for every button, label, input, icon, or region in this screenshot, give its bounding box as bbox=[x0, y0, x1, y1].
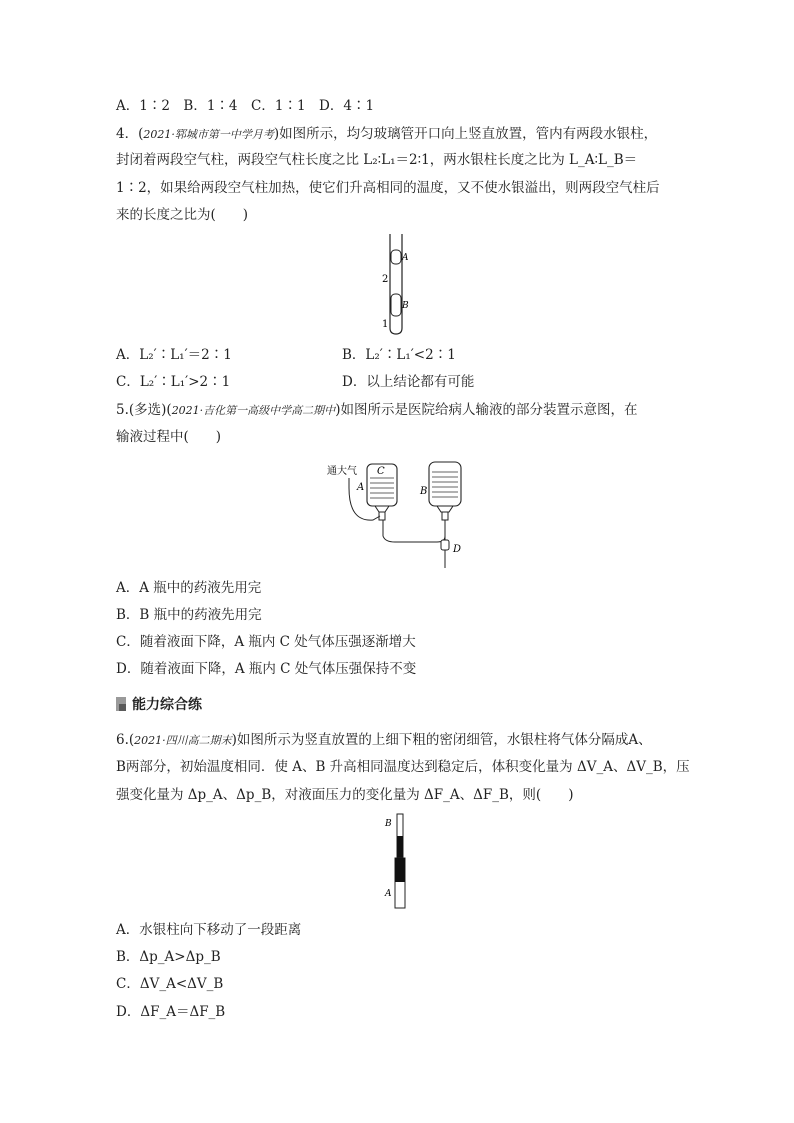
q4-option-c: C．L₂′∶L₁′>2∶1 bbox=[116, 374, 231, 390]
q4-option-a: A．L₂′∶L₁′＝2∶1 bbox=[116, 347, 232, 363]
q4-mercury-a bbox=[391, 250, 401, 264]
q4-mercury-b bbox=[391, 294, 401, 316]
q4-text-1: )如图所示，均匀玻璃管开口向上竖直放置，管内有两段水银柱， bbox=[273, 126, 658, 142]
section-title: 能力综合练 bbox=[132, 697, 202, 713]
q5-label-c: C bbox=[377, 466, 385, 477]
q5-label-b: B bbox=[420, 486, 428, 497]
q4-source: 2021·郓城市第一中学月考 bbox=[143, 128, 274, 141]
q6-label-a: A bbox=[385, 889, 392, 899]
q5-drip-chamber bbox=[441, 540, 449, 550]
q5-line1 bbox=[116, 400, 637, 421]
q6-line3: 强变化量为 Δp_A、Δp_B，对液面压力的变化量为 ΔF_A、ΔF_B，则( ) bbox=[116, 787, 574, 803]
q5-text-1: )如图所示是医院给病人输液的部分装置示意图，在 bbox=[335, 402, 638, 418]
q5-infusion-figure bbox=[325, 456, 475, 572]
q5-number: 5.(多选)( bbox=[116, 402, 172, 418]
q5-label-d: D bbox=[453, 544, 462, 555]
q4-line4: 来的长度之比为( ) bbox=[116, 207, 249, 223]
q4-label-a: A bbox=[402, 253, 409, 263]
q5-option-d: D．随着液面下降，A 瓶内 C 处气体压强保持不变 bbox=[116, 661, 417, 677]
q4-label-1: 1 bbox=[382, 319, 389, 330]
q4-option-b: B．L₂′∶L₁′<2∶1 bbox=[342, 347, 456, 363]
section-marker-icon bbox=[116, 697, 126, 711]
q6-text-1: )如图所示为竖直放置的上细下粗的密闭细管，水银柱将气体分隔成A、 bbox=[231, 732, 652, 748]
q5-label-a: A bbox=[357, 482, 365, 493]
q5-line2: 输液过程中( ) bbox=[116, 429, 222, 445]
q4-option-d: D．以上结论都有可能 bbox=[342, 374, 475, 390]
q5-bottle-b bbox=[429, 462, 461, 506]
q5-option-a: A．A 瓶中的药液先用完 bbox=[116, 580, 262, 596]
q6-line2: B两部分，初始温度相同．使 A、B 升高相同温度达到稳定后，体积变化量为 ΔV_A、ΔV_B，压 bbox=[116, 759, 690, 775]
q5-neck-a bbox=[375, 506, 389, 512]
q3-options: A．1∶2 B．1∶4 C．1∶1 D．4∶1 bbox=[116, 98, 375, 114]
q4-label-2: 2 bbox=[382, 274, 389, 285]
q5-label-air: 通大气 bbox=[327, 466, 357, 477]
q6-mercury-lower bbox=[395, 858, 405, 882]
q4-tube-outline bbox=[390, 234, 402, 334]
section-header bbox=[116, 694, 202, 714]
q4-tube-figure bbox=[370, 232, 410, 338]
q4-line3: 1∶2，如果给两段空气柱加热，使它们升高相同的温度，又不使水银溢出，则两段空气柱后 bbox=[116, 180, 660, 196]
q6-mercury-upper bbox=[397, 836, 403, 858]
q6-source: 2021·四川高二期末 bbox=[134, 734, 232, 747]
q5-option-c: C．随着液面下降，A 瓶内 C 处气体压强逐渐增大 bbox=[116, 634, 416, 650]
q6-line1 bbox=[116, 730, 652, 751]
q6-option-b: B．Δp_A>Δp_B bbox=[116, 949, 221, 965]
q4-line1 bbox=[116, 124, 657, 145]
q5-neck-b bbox=[437, 506, 453, 512]
q5-source: 2021·吉化第一高级中学高二期中 bbox=[171, 404, 336, 417]
q5-connect-tube bbox=[383, 520, 445, 542]
q5-stopper-b bbox=[442, 512, 448, 520]
q6-label-b: B bbox=[385, 819, 392, 829]
q6-number: 6.( bbox=[116, 732, 135, 748]
q4-label-b: B bbox=[402, 301, 409, 311]
q6-tube-figure bbox=[382, 812, 412, 912]
q4-number: 4．( bbox=[116, 126, 144, 142]
q6-option-d: D．ΔF_A＝ΔF_B bbox=[116, 1004, 226, 1020]
q6-option-c: C．ΔV_A<ΔV_B bbox=[116, 976, 224, 992]
q5-option-b: B．B 瓶中的药液先用完 bbox=[116, 607, 262, 623]
q6-option-a: A．水银柱向下移动了一段距离 bbox=[116, 922, 302, 938]
q4-line2: 封闭着两段空气柱，两段空气柱长度之比 L₂∶L₁＝2∶1，两水银柱长度之比为 L_A∶L_B＝ bbox=[116, 152, 638, 168]
